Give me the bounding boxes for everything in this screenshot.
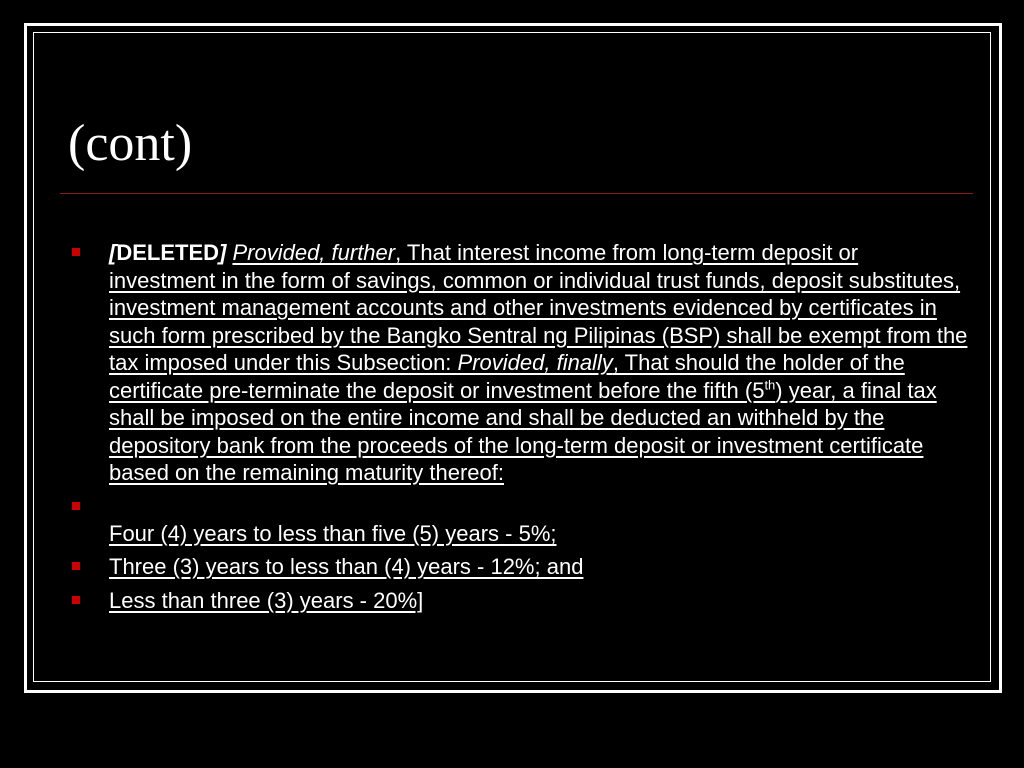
provision-text-1: , That interest income from long-term deposit or investment in the form of savings, common or individual trust funds, deposit substitutes, investment management accounts and other investments evidenced by certificates in such form prescribed by the Bangko Sentral ng Pilipinas (BSP) shall be exempt from the tax imposed under this Subsection: bbox=[109, 240, 968, 375]
bullet-text: Three (3) years to less than (4) years - 12%; and bbox=[109, 554, 584, 579]
ordinal-superscript: th bbox=[764, 377, 776, 393]
bullet-text: Four (4) years to less than five (5) years - 5%; bbox=[109, 520, 557, 546]
list-item bbox=[72, 553, 972, 581]
bullet-square-icon bbox=[72, 502, 80, 510]
list-item bbox=[72, 239, 972, 487]
deleted-label: DELETED bbox=[116, 240, 220, 265]
title-divider bbox=[60, 193, 973, 194]
provision-text-2: , That should the holder of the certificate pre-terminate the deposit or investment before the fifth (5 bbox=[109, 350, 905, 403]
bullet-square-icon bbox=[72, 596, 80, 604]
slide-content bbox=[72, 239, 972, 620]
list-item bbox=[72, 493, 972, 548]
slide-title: (cont) bbox=[68, 115, 193, 172]
list-item bbox=[72, 587, 972, 615]
bullet-square-icon bbox=[72, 562, 80, 570]
bullet-text: Less than three (3) years - 20%] bbox=[109, 587, 424, 613]
provision-text-3: ) year, a final tax shall be imposed on the entire income and shall be deducted an withheld by the depository bank from the proceeds of the long-term deposit or investment certificate based on the remaining maturity thereof: bbox=[109, 377, 937, 485]
bullet-text bbox=[109, 239, 969, 487]
open-bracket: [ bbox=[109, 240, 117, 265]
proviso-finally: Provided, finally bbox=[457, 350, 613, 375]
proviso-further: Provided, further bbox=[232, 240, 396, 265]
bullet-square-icon bbox=[72, 248, 80, 256]
close-bracket: ] bbox=[219, 240, 227, 265]
